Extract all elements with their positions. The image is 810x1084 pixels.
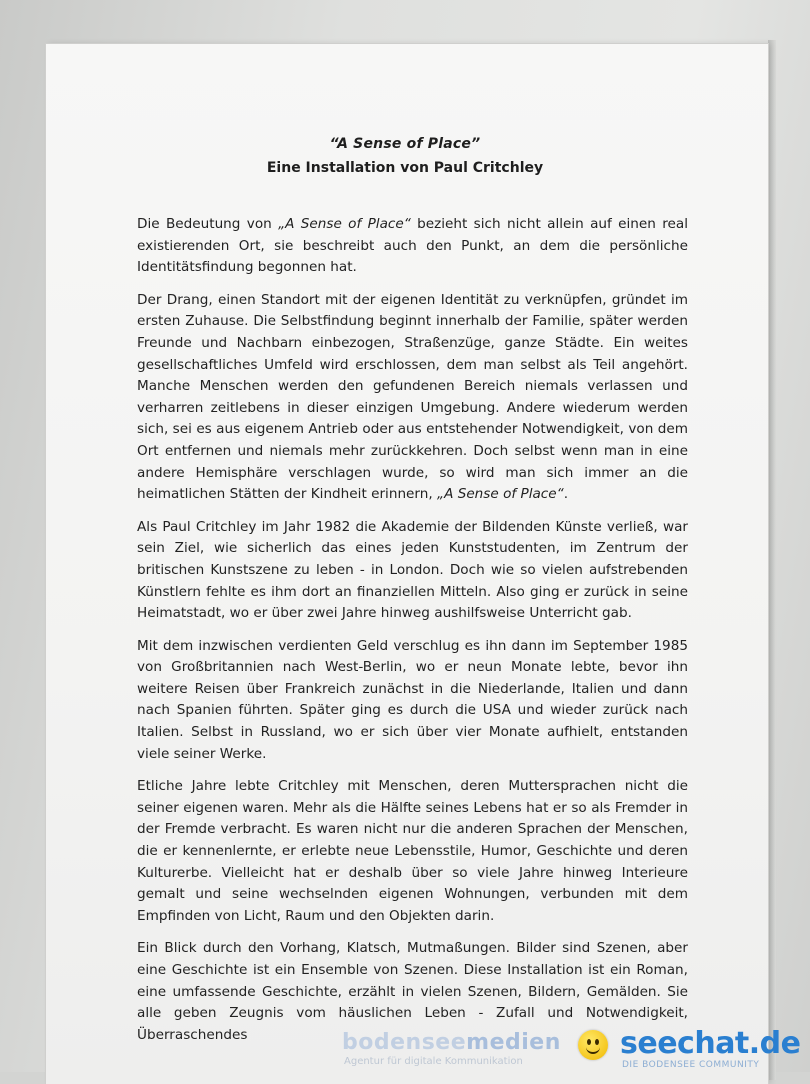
paragraph-2-text-a: Der Drang, einen Standort mit der eigenen Identität zu verknüpfen, gründet im ersten Zuhause. Die Selbstfindung beginnt innerhalb der Familie, später werden Freunde und Nachbarn einbezogen, Straßenzüge, ganze Städte. Ein weites gesellschaftliches Umfeld wird erschlossen, dem man selbst als Teil angehört. Manche Menschen werden den gefundenen Bereich niemals verlassen und verharren zeitlebens in dieser einzigen Umgebung. Andere wiederum werden sich, sei es aus eigenem Antrieb oder aus entstehender Notwendigkeit, von dem Ort entfernen und niemals mehr zurückkehren. Doch selbst wenn man in eine andere Hemisphäre verschlagen wurde, so wird man sich immer an die heimatlichen Stätten der Kindheit erinnern, [137,291,688,503]
watermark-seechat: seechat.de [620,1026,801,1061]
paragraph-2-text-b: . [563,486,569,503]
paragraph-5 [137,776,688,927]
paragraph-3-text: Als Paul Critchley im Jahr 1982 die Akademie der Bildenden Künste verließ, war sein Ziel, wie sicherlich das eines jeden Kunststudenten, im Zentrum der britischen Kunstszene zu leben - in London. Doch wie so vielen aufstrebenden Künstlern fehlte es ihm dort an finanziellen Mitteln. Also ging er zurück in seine Heimatstadt, wo er über zwei Jahre hinweg aushilfsweise Unterricht gab. [137,518,688,622]
title: “A Sense of Place” [329,136,481,152]
body-text [137,214,688,1057]
paragraph-6-text: Ein Blick durch den Vorhang, Klatsch, Mutmaßungen. Bilder sind Szenen, aber eine Geschichte ist ein Ensemble von Szenen. Diese Installation ist ein Roman, eine umfassende Geschichte, erzählt in vielen Szenen, Bildern, Gemälden. Sie alle geben Zeugnis vom häuslichen Leben - Zufall und Notwendigkeit, Überraschendes [137,940,688,1043]
paragraph-3 [137,517,688,625]
paragraph-2 [137,290,688,506]
watermark-left-a: bodensee [342,1030,467,1055]
paragraph-4-text: Mit dem inzwischen verdienten Geld verschlug es ihn dann im September 1985 von Großbritannien nach West-Berlin, wo er neun Monate lebte, bevor ihn weitere Reisen über Frankreich zunächst in die Niederlande, Italien und dann nach Spanien führten. Später ging es durch die USA und wieder zurück nach Italien. Selbst in Russland, wo er sich über vier Monate aufhielt, entstanden viele seiner Werke. [137,637,688,762]
subtitle: Eine Installation von Paul Critchley [266,160,544,176]
card-edge [768,40,776,1080]
paragraph-5-text: Etliche Jahre lebte Critchley mit Menschen, deren Muttersprachen nicht die seiner eigenen waren. Mehr als die Hälfte seines Lebens hat er so als Fremder in der Fremde verbracht. Es waren nicht nur die anderen Sprachen der Menschen, die er kennenlernte, er erlebte neue Lebensstile, Humor, Geschichte und deren Kulturerbe. Vielleicht hat er deshalb über so viele Jahre hinweg Interieure gemalt und seine wechselnden eigenen Wohnungen, verbunden mit dem Empfinden von Licht, Raum und den Objekten darin. [137,778,688,924]
paragraph-4 [137,636,688,766]
paragraph-1 [137,214,688,279]
paragraph-1-italic: „A Sense of Place“ [278,216,411,232]
smiley-mouth [586,1045,600,1054]
watermark-seechat-sub: DIE BODENSEE COMMUNITY [622,1060,760,1070]
paragraph-1-text-a: Die Bedeutung von [137,216,279,232]
smiley-icon [578,1030,608,1060]
paragraph-1-text-b: bezieht sich nicht allein auf einen real existierenden Ort, sie beschreibt auch den Punkt, an dem die persönliche Identitätsfindung begonnen hat. [137,216,688,276]
watermark-bodenseemedien [342,1030,561,1055]
card-header [0,134,810,178]
watermark-left-b: medien [466,1030,561,1055]
paragraph-2-italic: „A Sense of Place“ [437,486,564,503]
watermark-bodenseemedien-sub: Agentur für digitale Kommunikation [344,1056,523,1067]
